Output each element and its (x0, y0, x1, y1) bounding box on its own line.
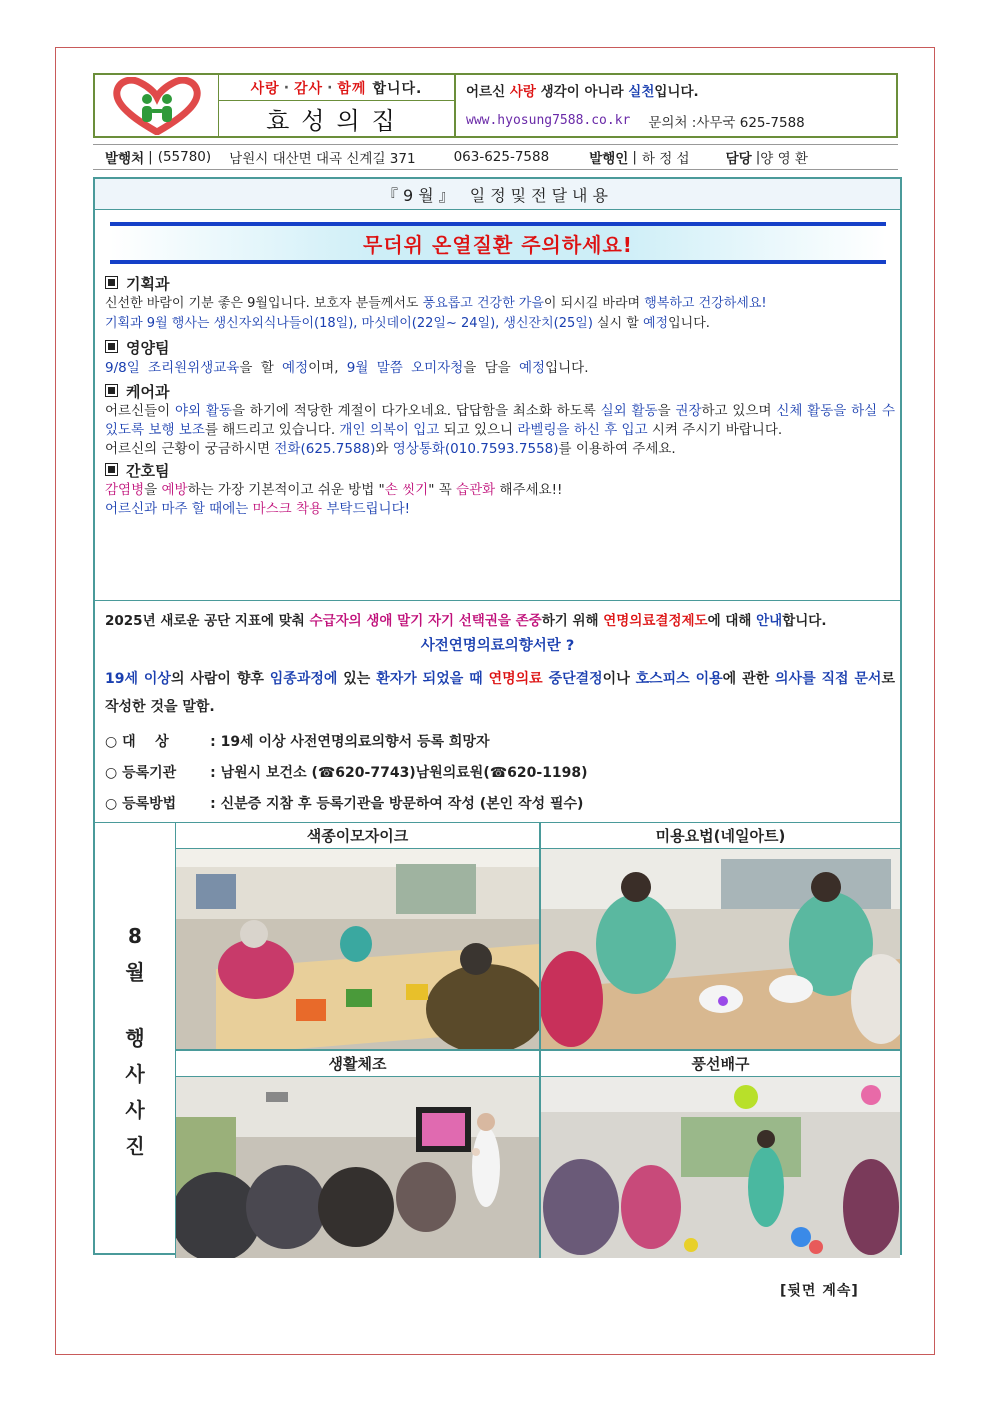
main-content (93, 177, 902, 1255)
publisher-row: 발행처 | (55780) 남원시 대산면 대곡 신계길 371 063-625-7588 발행인 | 하 정 섭 담당 | 양 영 환 (93, 144, 898, 170)
list-item: ○ 등록기관 : 남원시 보건소 (☎620-7743)남원의료원(☎620-1198) (105, 765, 588, 781)
org-name: 효성의집 (266, 107, 407, 135)
section-heading-nursing: 간호팀 (105, 461, 895, 481)
logo (95, 75, 219, 136)
photo-caption: 미용요법(네일아트) (541, 823, 900, 849)
section-heading-planning: 기획과 (105, 274, 895, 294)
photo-section (95, 823, 900, 1258)
heart-family-logo-icon (107, 77, 207, 135)
square-bullet-icon (105, 340, 118, 353)
list-item: ○ 대 상 : 19세 이상 사전연명의료의향서 등록 희망자 (105, 734, 490, 750)
photo-caption: 풍선배구 (541, 1051, 900, 1077)
photo-nail-art (541, 849, 900, 1049)
section-heading-care: 케어과 (105, 382, 895, 402)
advance-directive-definition: 19세 이상의 사람이 향후 임종과정에 있는 환자가 되었을 때 연명의료 중단결정이나 호스피스 이용에 관한 의사를 직접 문서로 작성한 것을 말함. (105, 671, 895, 715)
motto: 사랑 · 감사 · 함께 합니다. (219, 75, 454, 101)
photo-exercise (176, 1077, 539, 1258)
website-link[interactable]: www.hyosung7588.co.kr (466, 113, 631, 128)
august-event-photos-label: 8 월 행 사 사 진 (95, 823, 176, 1258)
page-title: 『9월』 일정및전달내용 (95, 179, 900, 210)
photo-caption: 생활체조 (176, 1051, 539, 1077)
square-bullet-icon (105, 276, 118, 289)
photo-caption: 색종이모자이크 (176, 823, 539, 849)
section-heading-nutrition: 영양팀 (105, 338, 895, 358)
square-bullet-icon (105, 463, 118, 476)
photo-balloon-volleyball (541, 1077, 900, 1258)
advance-directive-list (105, 727, 895, 820)
continued-on-back-note: [뒷면 계속] (780, 1283, 859, 1299)
notice-section (95, 210, 900, 601)
nutrition-text: 9/8일 조리원위생교육을 할 예정이며, 9월 말쯤 오미자청을 담을 예정입니다. (105, 360, 589, 376)
advance-directive-section (95, 601, 900, 823)
nursing-text: 감염병을 예방하는 가장 기본적이고 쉬운 방법 "손 씻기" 꼭 습관화 해주세요!! 어르신과 마주 할 때에는 마스크 착용 부탁드립니다! (105, 482, 563, 517)
newsletter-header (93, 73, 898, 138)
advance-directive-intro: 2025년 새로운 공단 지표에 맞춰 수급자의 생애 말기 자기 선택권을 존중하기 위해 연명의료결정제도에 대해 안내합니다. (105, 613, 827, 629)
care-text: 어르신들이 야외 활동을 하기에 적당한 계절이 다가오네요. 답답함을 최소화 하도록 실외 활동을 권장하고 있으며 신체 활동을 하실 수 있도록 보행 보조를 해드리고 있습니다. 개인 의복이 입고 되고 있으니 라벨링을 하신 후 입고 시켜 주시기 바랍니다. 어르신의 근황이 궁금하시면 전화(625.7588)와 영상통화(010.7593.7558)를 이용하여 주세요. (105, 403, 896, 457)
heat-warning-banner: 무더위 온열질환 주의하세요! (110, 222, 886, 264)
photo-paper-mosaic (176, 849, 539, 1049)
planning-text: 신선한 바람이 기분 좋은 9월입니다. 보호자 분들께서도 풍요롭고 건강한 가을이 되시길 바라며 행복하고 건강하세요! 기획과 9월 행사는 생신자외식나들이(18일), 마싯데이(22일~ 24일), 생신잔치(25일) 실시 할 예정입니다. (105, 296, 767, 331)
slogan: 어르신 사랑 생각이 아니라 실천 입니다. (466, 84, 699, 100)
advance-directive-question: 사전연명의료의향서란 ? (420, 638, 575, 654)
contact-info: 문의처 :사무국 625-7588 (648, 114, 805, 131)
square-bullet-icon (105, 384, 118, 397)
list-item: ○ 등록방법 : 신분증 지참 후 등록기관을 방문하여 작성 (본인 작성 필수) (105, 796, 584, 812)
